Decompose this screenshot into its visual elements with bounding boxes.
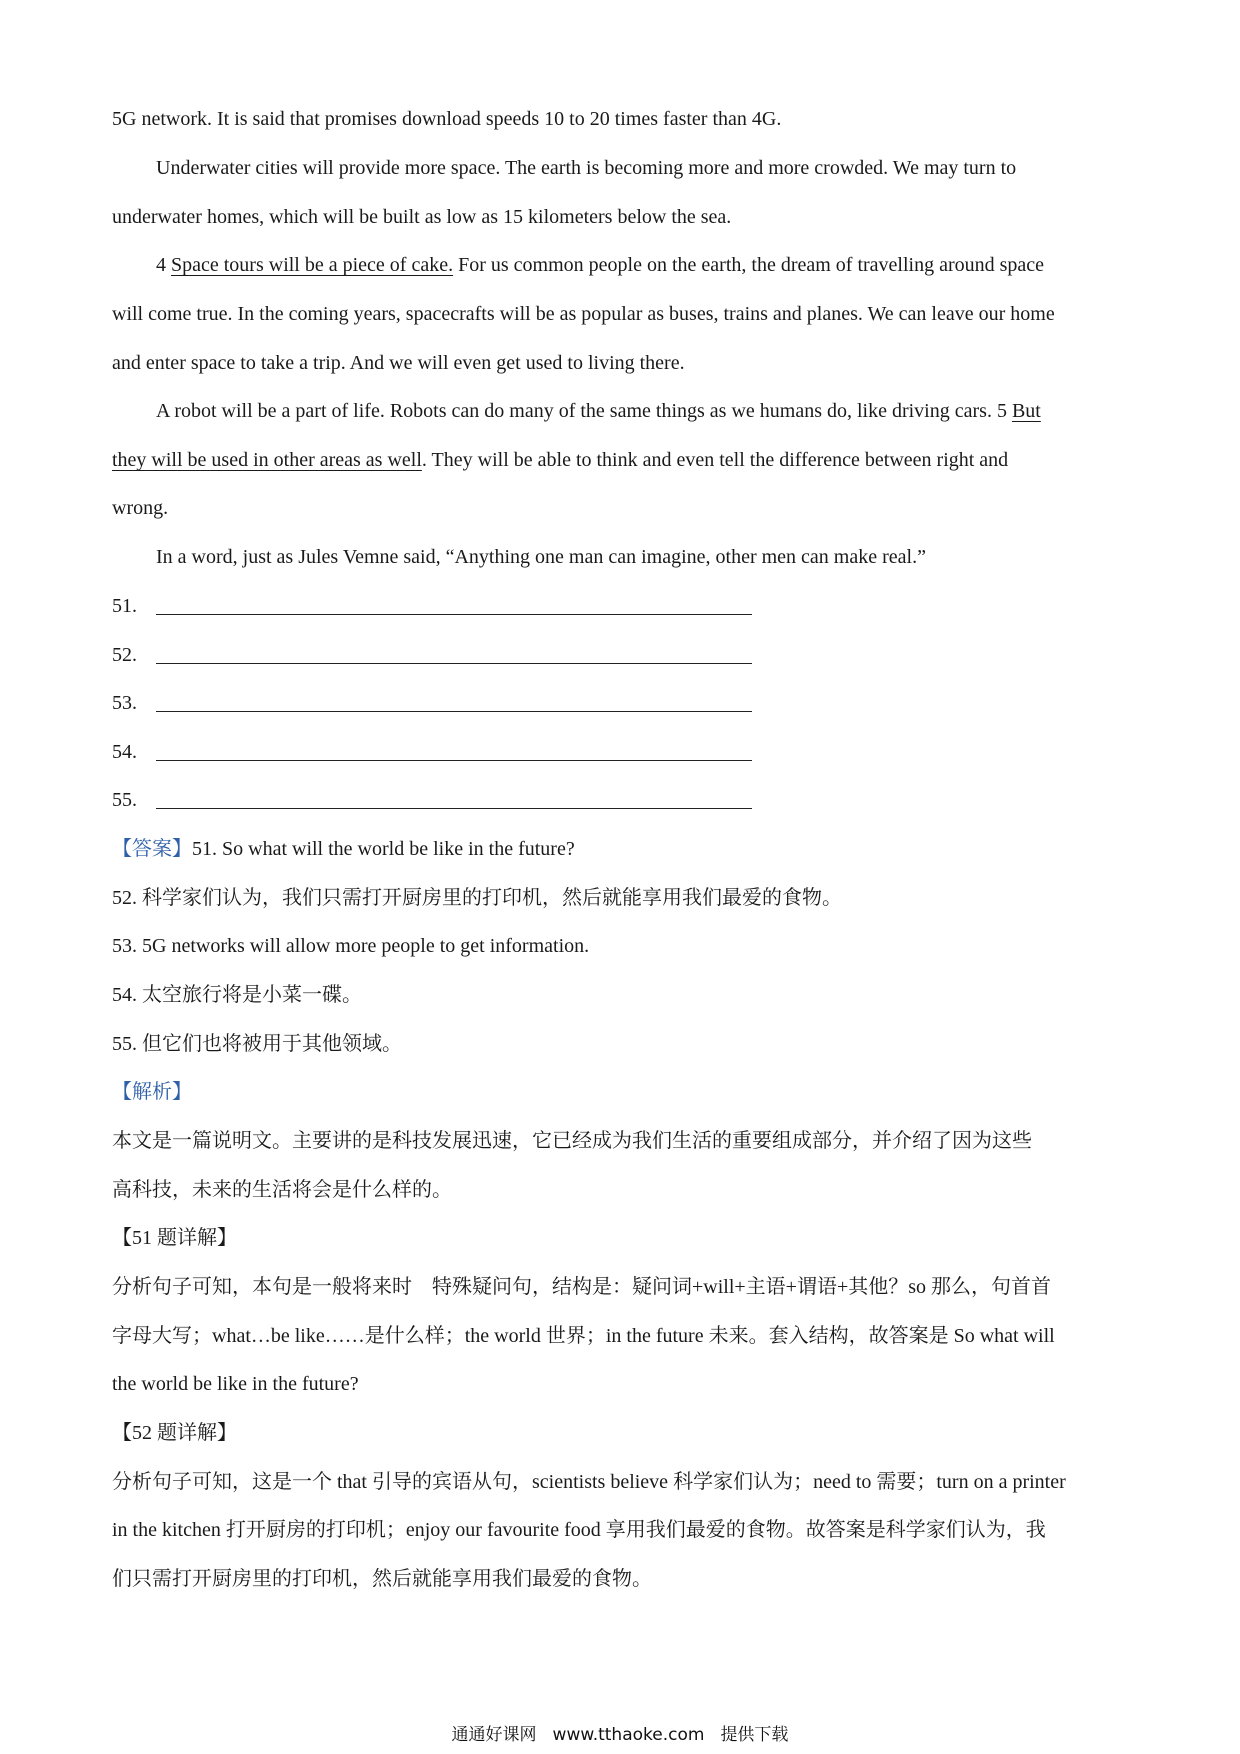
blank-number: 55. [112,789,137,811]
answer-line [112,836,575,862]
passage-line: will come true. In the coming years, spacecrafts will be as popular as buses, trains and planes. We can leave our home [112,303,1055,325]
analysis-tag: 【解析】 [112,1081,192,1103]
underlined-sentence-4: Space tours will be a piece of cake. [171,254,454,276]
answer-blank-53[interactable] [156,711,752,712]
analysis-text: 本文是一篇说明文。主要讲的是科技发展迅速，它已经成为我们生活的重要组成部分，并介绍了因为这些 [112,1130,1032,1152]
passage-line: wrong. [112,497,169,519]
footer-site-name: 通通好课网 [451,1725,537,1745]
passage-line: Underwater cities will provide more space. The earth is becoming more and more crowded. We may turn to [156,157,1017,179]
section-heading-52: 【52 题详解】 [112,1422,237,1444]
passage-line [112,447,1008,473]
analysis-text: 们只需打开厨房里的打印机，然后就能享用我们最爱的食物。 [112,1568,652,1590]
passage-line: In a word, just as Jules Vemne said, “Anything one man can imagine, other men can make real.” [156,546,926,568]
passage-line: 5G network. It is said that promises download speeds 10 to 20 times faster than 4G. [112,108,782,130]
analysis-text: the world be like in the future? [112,1373,359,1395]
blank-number: 53. [112,692,137,714]
underlined-sentence-5-end: they will be used in other areas as well [112,449,422,471]
answer-51: 51. So what will the world be like in the future? [192,838,575,860]
blank-number: 54. [112,741,137,763]
page-footer [0,1720,1240,1745]
analysis-text: in the kitchen 打开厨房的打印机；enjoy our favourite food 享用我们最爱的食物。故答案是科学家们认为，我 [112,1519,1046,1541]
section-heading-51: 【51 题详解】 [112,1227,237,1249]
question-number: 4 [156,254,171,276]
analysis-text: 分析句子可知，这是一个 that 引导的宾语从句，scientists believe 科学家们认为；need to 需要；turn on a printer [112,1471,1066,1493]
answer-blank-55[interactable] [156,808,752,809]
sentence-text: For us common people on the earth, the dream of travelling around space [453,254,1045,276]
footer-url[interactable]: www.tthaoke.com [552,1725,705,1745]
underlined-sentence-5-start: But [1011,400,1041,422]
answer-blank-51[interactable] [156,614,752,615]
answer-54: 54. 太空旅行将是小菜一碟。 [112,984,362,1006]
passage-line [156,252,1044,278]
answer-tag: 【答案】 [112,838,192,860]
answer-blank-54[interactable] [156,760,752,761]
analysis-text: 字母大写；what…be like……是什么样；the world 世界；in the future 未来。套入结构，故答案是 So what will [112,1325,1055,1347]
blank-number: 52. [112,644,137,666]
analysis-text: 分析句子可知，本句是一般将来时 特殊疑问句，结构是：疑问词+will+主语+谓语+其他？so 那么，句首首 [112,1276,1052,1298]
analysis-text: 高科技，未来的生活将会是什么样的。 [112,1179,452,1201]
footer-suffix: 提供下载 [720,1725,789,1745]
passage-line: and enter space to take a trip. And we will even get used to living there. [112,352,685,374]
answer-53: 53. 5G networks will allow more people to get information. [112,935,590,957]
passage-line [156,398,1041,424]
answer-55: 55. 但它们也将被用于其他领域。 [112,1033,402,1055]
answer-52: 52. 科学家们认为，我们只需打开厨房里的打印机，然后就能享用我们最爱的食物。 [112,887,842,909]
sentence-text: . They will be able to think and even tell the difference between right and [421,449,1009,471]
blank-number: 51. [112,595,137,617]
passage-line: underwater homes, which will be built as low as 15 kilometers below the sea. [112,206,732,228]
answer-blank-52[interactable] [156,663,752,664]
sentence-text: A robot will be a part of life. Robots can do many of the same things as we humans do, like driving cars. 5 [156,400,1012,422]
